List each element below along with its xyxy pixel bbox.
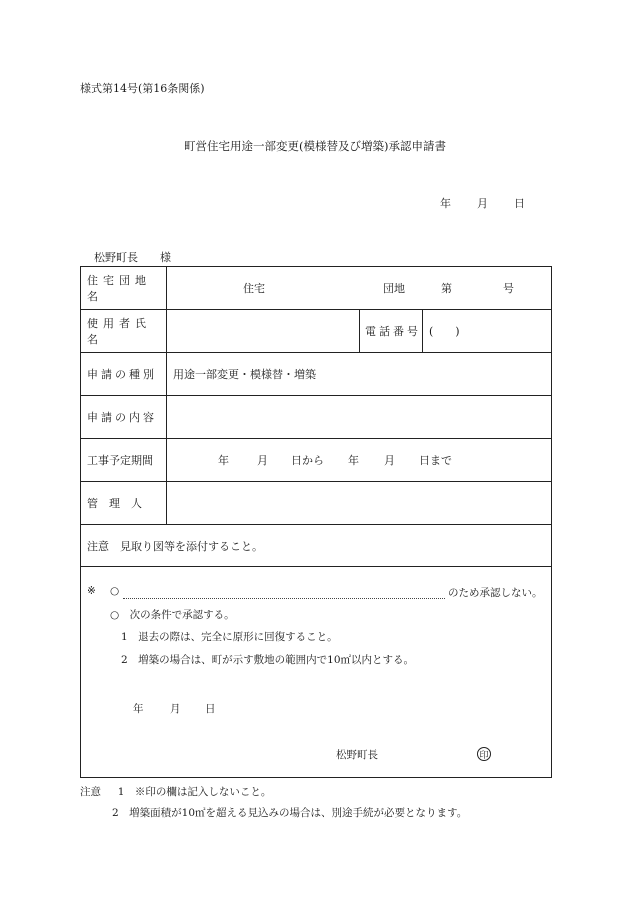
asterisk-mark: ※ [87, 585, 96, 597]
row-user-name [81, 310, 551, 353]
row-housing-location [81, 267, 551, 310]
row-application-type [81, 353, 551, 396]
row-manager [81, 482, 551, 525]
period-year2: 年 [348, 454, 359, 467]
divider [359, 310, 360, 352]
period-month2: 月 [384, 454, 395, 467]
period-day-from: 日から [291, 454, 324, 467]
period-month1: 月 [257, 454, 268, 467]
date-day: 日 [514, 197, 525, 210]
condition-2: 2 増築の場合は、町が示す敷地の範囲内で10㎡以内とする。 [121, 654, 415, 666]
footnotes [80, 782, 467, 824]
footnote-1: 1 ※印の欄は記入しないこと。 [117, 786, 272, 798]
attachment-note: 注意 見取り図等を添付すること。 [87, 539, 263, 553]
approval-month: 月 [170, 703, 181, 715]
footnote-prefix: 注意 [80, 786, 101, 798]
document-title: 町営住宅用途一部変更(模様替及び増築)承認申請書 [184, 139, 446, 153]
application-date [440, 195, 525, 211]
row-note [81, 525, 551, 567]
approval-day: 日 [205, 703, 216, 715]
reason-dotted-line [123, 598, 445, 599]
date-year: 年 [440, 197, 451, 210]
row-application-content [81, 396, 551, 439]
application-type-value: 用途一部変更・模様替・増築 [173, 368, 316, 381]
label-construction-period: 工事予定期間 [81, 439, 167, 481]
period-day-to: 日まで [419, 454, 452, 467]
addressee: 松野町長 様 [94, 251, 171, 264]
signer: 松野町長 [336, 749, 378, 761]
label-user-name: 使用者氏名 [81, 310, 167, 352]
label-manager: 管 理 人 [81, 482, 167, 524]
circle-mark: ○ [110, 585, 120, 597]
label-application-type: 申請の種別 [81, 353, 167, 395]
form-number: 様式第14号(第16条関係) [80, 82, 205, 95]
not-approved-text: のため承認しない。 [448, 587, 543, 599]
housing-text: 住宅 [243, 282, 265, 295]
conditions-text: ○ 次の条件で承認する。 [110, 609, 235, 621]
condition-1: 1 退去の際は、完全に原形に回復すること。 [121, 631, 338, 643]
approval-year: 年 [133, 703, 144, 715]
divider [422, 310, 423, 352]
complex-text: 団地 [383, 282, 405, 295]
footnote-2: 2 増築面積が10㎡を超える見込みの場合は、別途手続が必要となります。 [112, 807, 468, 819]
date-month: 月 [477, 197, 488, 210]
phone-label: 電話番号 [365, 325, 421, 338]
row-construction-period [81, 439, 551, 482]
period-year1: 年 [218, 454, 229, 467]
phone-value: ( ) [429, 325, 460, 338]
label-application-content: 申請の内容 [81, 396, 167, 438]
seal-icon: 印 [477, 747, 491, 761]
go-text: 号 [503, 282, 514, 295]
dai-text: 第 [441, 282, 452, 295]
label-housing-location: 住宅団地名 [81, 267, 167, 309]
application-form-table [80, 266, 552, 778]
